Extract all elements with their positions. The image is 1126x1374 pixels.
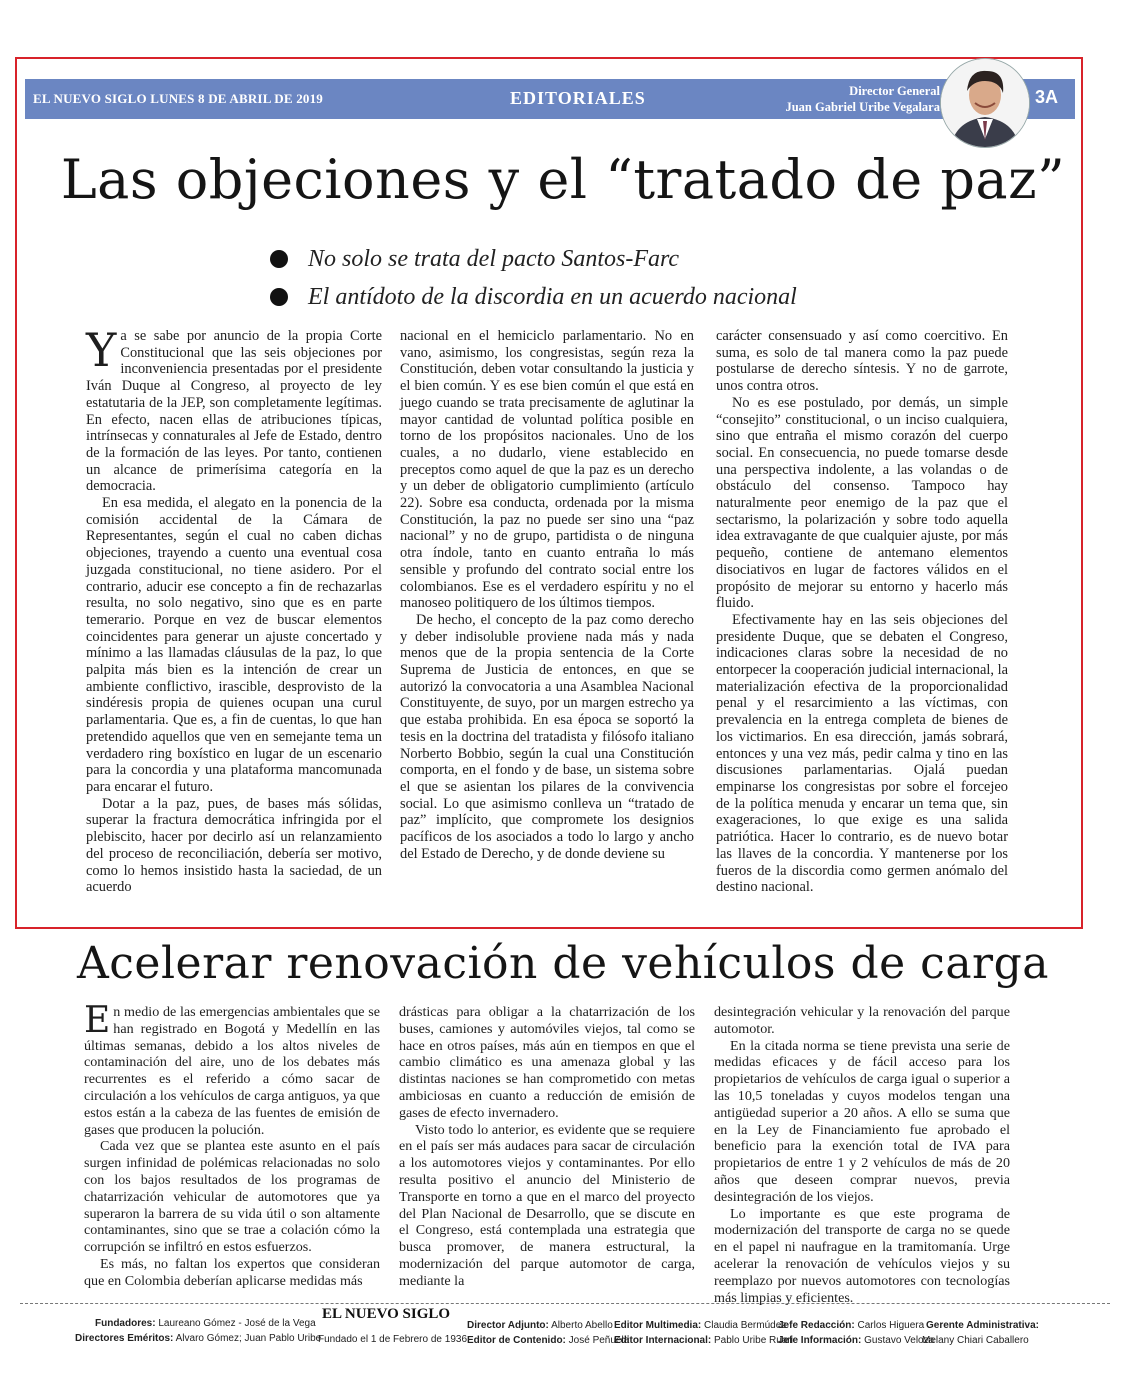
subheadline-text: El antídoto de la discordia en un acuerdo nacional: [308, 283, 797, 310]
paragraph: [86, 323, 382, 495]
director-name: Juan Gabriel Uribe Vegalara: [785, 100, 940, 114]
paragraph: De hecho, el concepto de la paz como derecho y deber indisoluble proviene nada más y nada menos que de la propia sentencia de la Corte Suprema de Justicia de entonces, en que se autorizó la convocatoria a una Asamblea Nacional Constituyente, de suyo, por un margen estrecho ya que estaba prohibida. En esa época se soportó la tesis en la doctrina del tratadista y filósofo italiano Norberto Bobbio, según la cual una Constitución comporta, en el fondo y de base, un sistema sobre el que se asientan los pilares de la convivencia social. Lo que asimismo conlleva un “tratado de paz” implícito, que compromete los designios pacíficos de los asociados a todo lo largo y ancho del Estado de Derecho, y de donde deviene su: [400, 611, 694, 862]
staff-label: Jefe Información:: [778, 1335, 862, 1346]
founded-date: Fundado el 1 de Febrero de 1936: [318, 1334, 467, 1345]
drop-cap: Y: [86, 323, 117, 377]
paragraph-text: n medio de las emergencias ambientales que se han registrado en Bogotá y Medellín en las últimas semanas, debido a los altos niveles de contaminación del aire, uno de los debates más recurrentes es el referido a cómo sacar de circulación a los vehículos de carga antiguos, ya que estos están a la cabeza de las fuentes de emisión de gases que producen la polución.: [84, 1004, 380, 1138]
staff-contenido: [467, 1335, 629, 1346]
bullet-dot-icon: [270, 250, 288, 268]
subheadline-text: No solo se trata del pacto Santos-Farc: [308, 245, 680, 272]
staff-name: José Peñuela: [568, 1335, 630, 1346]
newspaper-masthead: EL NUEVO SIGLO: [322, 1306, 451, 1322]
staff-label: Editor de Contenido:: [467, 1335, 566, 1346]
director-title: Director General: [849, 84, 940, 98]
paragraph-text: a se sabe por anuncio de la propia Corte Constitucional que las seis objeciones por inconveniencia presentadas por el presidente Iván Duque al Congreso, al proyecto de ley estatutaria de la JEP, son completamente legítimas. En efecto, nacen ellas de atribuciones típicas, intrínsecas y connaturales al Jefe de Estado, dentro de la formación de las leyes. Por tanto, contienen un alcance de primerísima categoría en la democracia.: [86, 328, 382, 495]
editorial-column-1: [86, 323, 382, 896]
subheadline-item: [270, 240, 797, 278]
paragraph: Visto todo lo anterior, es evidente que se requiere en el país ser más audaces para sacar de circulación a los automotores viejos y contaminantes. Por ello resulta positivo el anuncio del Ministerio de Transporte en torno a que en el marco del proyecto del Plan Nacional de Desarrollo, que se discute en el Congreso, está contemplada una estrategia que busca promover, de manera estructural, la modernización del parque automotor de carga, mediante la: [399, 1121, 695, 1289]
paragraph: desintegración vehicular y la renovación del parque automotor.: [714, 1004, 1010, 1037]
emeritus-label: Directores Eméritos:: [75, 1333, 174, 1344]
founders-label: Fundadores:: [95, 1318, 156, 1329]
staff-name: Gustavo Veloza: [864, 1335, 935, 1346]
staff-internacional: [614, 1335, 793, 1346]
second-editorial-column-2: [399, 1004, 695, 1290]
paragraph: [84, 1000, 380, 1138]
editorial-column-2: [400, 328, 694, 863]
editorial-column-3: [716, 328, 1008, 896]
staff-label: Director Adjunto:: [467, 1320, 549, 1331]
staff-label: Gerente Administrativa:: [926, 1320, 1039, 1331]
paragraph: Es más, no faltan los expertos que consideran que en Colombia deberían aplicarse medidas más: [84, 1255, 380, 1289]
section-title: EDITORIALES: [510, 88, 646, 108]
director-portrait: [940, 58, 1030, 148]
staff-name: Carlos Higuera: [857, 1320, 925, 1331]
second-editorial-headline: Acelerar renovación de vehículos de carga: [77, 938, 1049, 989]
staff-label: Editor Internacional:: [614, 1335, 712, 1346]
paragraph: drásticas para obligar a la chatarrización de los buses, camiones y automóviles viejos, tal como se hace en otros países, más aún en tiempos en que el cambio climático es una amenaza global y las distintas naciones se han comprometido con metas ambiciosas en cuanto a reducción de emisión de gases de efecto invernadero.: [399, 1004, 695, 1121]
founders-line: [95, 1318, 316, 1329]
staff-gerente-name: Melany Chiari Caballero: [922, 1335, 1029, 1346]
staff-name: Alberto Abello: [551, 1320, 613, 1331]
staff-label: Editor Multimedia:: [614, 1320, 702, 1331]
director-credit: [750, 83, 940, 115]
staff-label: Jefe Redacción:: [778, 1320, 855, 1331]
paragraph: No es ese postulado, por demás, un simple “consejito” constitucional, o un inciso cualquiera, sino que entraña el mismo corazón del cuerpo social. En consecuencia, no puede tomarse desde una perspectiva indolente, a las volandas o de obstáculo del consenso. Tampoco hay naturalmente peor enemigo de la paz que el sectarismo, la polarización y sobre todo aquella idea extravagante de que cualquier ajuste, por más pequeño, contiene de antemano elementos disociativos en lugar de factores válidos en el propósito de mejorar su entorno y hacerlo más fluido.: [716, 394, 1008, 612]
founders-names: Laureano Gómez - José de la Vega: [158, 1318, 316, 1329]
paragraph: En la citada norma se tiene prevista una serie de medidas eficaces y de fácil acceso para los propietarios de vehículos de carga igual o superior a las 10,5 toneladas y cuyos modelos tengan una antigüedad superior a 20 años. A ello se suma que en la Ley de Financiamiento fue aprobado el beneficio para la exención total de IVA para propietarios de entre 1 y 2 vehículos de más de 20 años que deseen comprar nuevos, previa desintegración de los viejos.: [714, 1037, 1010, 1205]
paper-date: EL NUEVO SIGLO LUNES 8 DE ABRIL DE 2019: [33, 91, 324, 106]
second-editorial-column-1: [84, 1000, 380, 1290]
page-number: 3A: [1035, 87, 1059, 107]
page-header-banner: [25, 79, 1075, 119]
emeritus-line: [75, 1333, 321, 1344]
subheadline-list: [270, 240, 797, 316]
staff-informacion: [778, 1335, 934, 1346]
staff-gerente-label: [926, 1320, 1039, 1331]
emeritus-names: Alvaro Gómez; Juan Pablo Uribe: [175, 1333, 322, 1344]
paragraph: carácter consensuado y así como coercitivo. En suma, es solo de tal manera como la paz puede postularse de derecho síntesis. Y no de garrote, unos contra otros.: [716, 328, 1008, 395]
staff-redaccion: [778, 1320, 924, 1331]
subheadline-item: [270, 278, 797, 316]
second-editorial-column-3: [714, 1004, 1010, 1306]
paragraph: Efectivamente hay en las seis objeciones del presidente Duque, que se debaten el Congreso, indicaciones claras sobre la necesidad de no entorpecer la cooperación judicial internacional, la materialización efectiva de la proporcionalidad penal y el resarcimiento a las víctimas, con prevalencia en la entrega completa de bienes de los victimarios. En esa dirección, jamás sobrará, entonces y una vez más, pedir calma y tino en las discusiones parlamentarias. Ojalá puedan empinarse los congresistas por sobre el forcejeo de la política menuda y encarar un tema que, sin exageraciones, lo que exige es una salida patriótica. Hacer lo contrario, es de nuevo botar las llaves de la concordia. Y mantenerse por los fueros de la discordia como germen anómalo del destino nacional.: [716, 611, 1008, 896]
paragraph: Cada vez que se plantea este asunto en el país surgen infinidad de polémicas relacionadas no solo con los bajos resultados de los programas de chatarrización vehicular de automotores que ya superaron la barrera de su vida útil o son altamente contaminantes, sino que se trae a colación cómo la corrupción se infiltró en estos esfuerzos.: [84, 1138, 380, 1256]
paragraph: nacional en el hemiciclo parlamentario. No en vano, asimismo, los congresistas, según reza la Constitución, deben votar consultando la justicia y el bien común. Y es ese bien común el que está en juego cuando se trata precisamente de aglutinar la mayor cantidad de voluntad política posible en torno de los propósitos nacionales. Uno de los cuales, a no dudarlo, viene establecido en preceptos como aquel de que la paz es un derecho y un deber de obligatorio cumplimiento (artículo 22). Sobre esa conducta, ordenada por la misma Constitución, la paz no puede ser sino una “paz nacional” y no de grupo, partidista o de ninguna otra índole, tanto en cuanto entraña lo más sensible y profundo del contrato social entre los colombianos. Ese es el verdadero espíritu y no el manoseo politiquero de los últimos tiempos.: [400, 328, 694, 612]
bullet-dot-icon: [270, 288, 288, 306]
paragraph: En esa medida, el alegato en la ponencia de la comisión accidental de la Cámara de Representantes, según el cual no caben dichas objeciones, trayendo a cuento una eventual cosa juzgada constitucional, no tiene asidero. Por el contrario, aducir ese concepto a fin de rechazarlas resulta, no solo negativo, sino que es en parte temerario. Porque en vez de buscar elementos coincidentes para generar un ajuste concertado y mínimo a las llamadas cláusulas de la paz, lo que palpita más bien es la intención de crear un ambiente conflictivo, irascible, desprovisto de la sindéresis propia de quienes ocupan una curul parlamentaria. Que es, a fin de cuentas, lo que han pretendido aquellos que ven en semejante tema un verdadero ring boxístico en lugar de un escenario para la concordia y una plataforma mancomunada para encarar el futuro.: [86, 495, 382, 795]
paragraph: Dotar a la paz, pues, de bases más sólidas, superar la fractura democrática infringida por el plebiscito, hacer por decirlo así un relanzamiento del proceso de reconciliación, debería ser motivo, como lo hemos insistido hasta la saciedad, de un acuerdo: [86, 795, 382, 896]
editorial-headline: Las objeciones y el “tratado de paz”: [60, 148, 1066, 211]
staff-name: Pablo Uribe Ruan: [714, 1335, 793, 1346]
staff-box-divider: [20, 1303, 1110, 1304]
staff-multimedia: [614, 1320, 786, 1331]
drop-cap: E: [84, 1000, 111, 1041]
staff-adjunto: [467, 1320, 613, 1331]
paragraph: Lo importante es que este programa de modernización del transporte de carga no se quede en el papel ni naufrague en la tramitomanía. Urge acelerar la renovación de vehículos viejos y su reemplazo por nuevos automotores con tecnologías más limpias y eficientes.: [714, 1205, 1010, 1306]
staff-name: Claudia Bermúdez: [704, 1320, 787, 1331]
